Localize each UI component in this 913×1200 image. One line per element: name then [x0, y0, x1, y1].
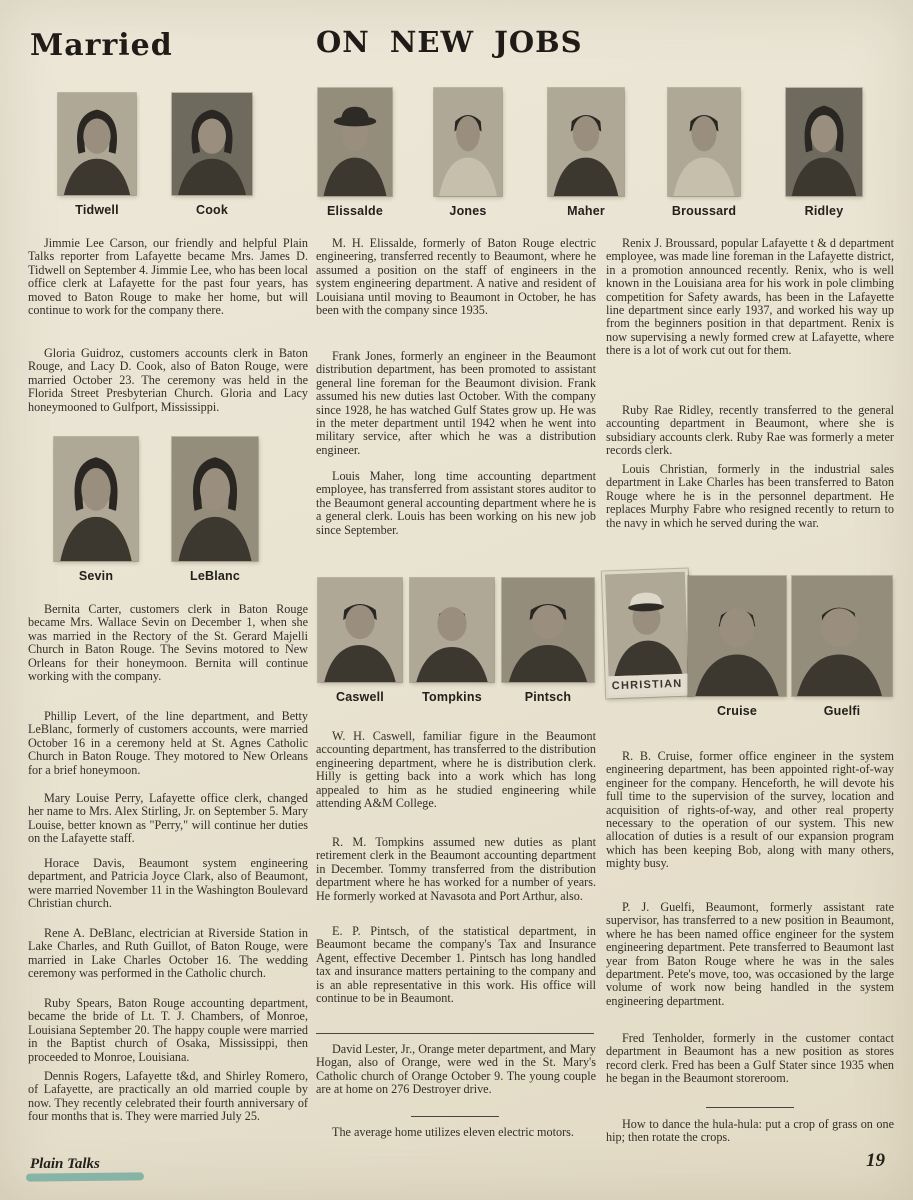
on-new-jobs-heading: ON NEW JOBS	[316, 25, 583, 59]
married-heading: Married	[30, 28, 173, 63]
jobs-middle-column	[316, 0, 596, 1200]
photo-label-broussard: Broussard	[671, 204, 737, 218]
photo-label-guelfi: Guelfi	[823, 704, 861, 718]
divider-rule-middle	[411, 1116, 499, 1117]
photo-label-ridley: Ridley	[804, 204, 844, 218]
photo-label-leblanc: LeBlanc	[189, 569, 241, 583]
photo-label-tompkins: Tompkins	[422, 690, 482, 704]
photo-label-cook: Cook	[195, 203, 229, 217]
paragraph-elissalde: M. H. Elissalde, formerly of Baton Rouge electric engineering, transferred recently to Beaumont, where he assumed a position on the staff of engineers in the system engineering department. A native and resident of Louisiana until moving to Beaumont in October, he has been with the company since 1935.	[316, 236, 596, 318]
photo-label-sevin: Sevin	[78, 569, 114, 583]
photo-label-caswell: Caswell	[336, 690, 384, 704]
paragraph-tenholder: Fred Tenholder, formerly in the customer contact department in Beaumont has a new position as stores record clerk. Fred has been a Gulf Stater since 1935 when he began in the Beaumont storeroom.	[606, 1031, 894, 1086]
photo-label-maher: Maher	[567, 204, 605, 218]
paragraph-spears-chambers: Ruby Spears, Baton Rouge accounting department, became the bride of Lt. T. J. Chambers, of Monroe, Louisiana September 20. The happy couple were married in the Baptist church of Osaka, Mississippi, then proceeded to Monroe, Louisiana.	[28, 996, 308, 1064]
filler-hula-hula: How to dance the hula-hula: put a crop of grass on one hip; then rotate the crops.	[606, 1117, 894, 1145]
paragraph-maher: Louis Maher, long time accounting department employee, has transferred from assistant stores auditor to the Beaumont general accounting department where he is a general clerk. Louis has been working on his new job since September.	[316, 469, 596, 537]
paragraph-davis-clark: Horace Davis, Beaumont system engineering department, and Patricia Joyce Clark, also of Beaumont, were married November 11 in the Washington Boulevard Christian church.	[28, 856, 308, 911]
paragraph-jones: Frank Jones, formerly an engineer in the Beaumont distribution department, has been promoted to assistant general line foreman for the Beaumont division. Frank assumed his new duties last October. With the company since 1928, he has watched Gulf States grow up. He was in the meter department until 1942 when he went into military service, after which he was a distribution engineer.	[316, 349, 596, 457]
paragraph-levert-leblanc: Phillip Levert, of the line department, and Betty LeBlanc, formerly of customers accounts, were married October 16 in a ceremony held at St. Agnes Catholic Church in Baton Rouge. They motored to New Orleans for a brief honeymoon.	[28, 709, 308, 777]
paragraph-lester-hogan: David Lester, Jr., Orange meter department, and Mary Hogan, also of Orange, were wed in the St. Mary's Catholic church of Orange October 9. The young couple are at home on 276 Destroyer drive.	[316, 1042, 596, 1097]
paragraph-perry-stirling: Mary Louise Perry, Lafayette office clerk, changed her name to Mrs. Alex Stirling, Jr. on September 5. Mary Louise, better known as "Perry," will continue her duties on the Lafayette staff.	[28, 791, 308, 846]
married-column	[28, 0, 308, 1200]
paragraph-carson-tidwell: Jimmie Lee Carson, our friendly and helpful Plain Talks reporter from Lafayette became Mrs. James D. Tidwell on September 4. Jimmie Lee, who has been local office clerk at Lafayette for the past four years, has moved to Baton Rouge to make her home, but will continue to work for the company there.	[28, 236, 308, 318]
paragraph-deblanc-guillot: Rene A. DeBlanc, electrician at Riverside Station in Lake Charles, and Ruth Guillot, of Baton Rouge, were married in Lake Charles October 16. The wedding ceremony was performed in the Catholic church.	[28, 926, 308, 981]
paragraph-caswell: W. H. Caswell, familiar figure in the Beaumont accounting department, has transferred to the distribution engineering department, where he is distribution clerk. Hilly is getting back into a work which has long appealed to him as he studied engineering while attending A&M College.	[316, 729, 596, 811]
paragraph-tompkins: R. M. Tompkins assumed new duties as plant retirement clerk in the Beaumont accounting department in December. Tommy transferred from the distribution department where he has worked for a number of years. He formerly worked at Navasota and Port Arthur, also.	[316, 835, 596, 903]
paragraph-guelfi: P. J. Guelfi, Beaumont, formerly assistant rate supervisor, has transferred to a new position in Beaumont, where he has been named office engineer for the system engineering department. Pete transferred to Beaumont last year from Baton Rouge where he was in the sales department. Pete's move, too, was occasioned by the large volume of work now being handled in the system engineering department.	[606, 900, 894, 1008]
paragraph-rogers-romero: Dennis Rogers, Lafayette t&d, and Shirley Romero, of Lafayette, are practically an old married couple by now. They recently celebrated their fourth anniversary of four months that is. They were married July 25.	[28, 1069, 308, 1124]
divider-rule-right	[706, 1107, 794, 1108]
photo-label-cruise: Cruise	[716, 704, 758, 718]
photo-label-tidwell: Tidwell	[75, 203, 119, 217]
photo-label-pintsch: Pintsch	[524, 690, 572, 704]
divider-rule-full	[316, 1033, 594, 1034]
teal-smudge-mark	[26, 1172, 144, 1181]
paragraph-carter-sevin: Bernita Carter, customers clerk in Baton Rouge became Mrs. Wallace Sevin on December 1, when she was married in the Rectory of the St. Gerard Majelli Church in Baton Rouge. The Sevins motored to New Orleans for their honeymoon. Bernita will continue working with the company.	[28, 602, 308, 684]
paragraph-christian: Louis Christian, formerly in the industrial sales department in Lake Charles has been transferred to Baton Rouge where he is in the personnel department. He replaces Murphy Fabre who resigned recently to return to the navy in which he served during the war.	[606, 462, 894, 530]
paragraph-cruise: R. B. Cruise, former office engineer in the system engineering department, has been appointed right-of-way engineer for the company. Henceforth, he will devote his full time to the supervision of the survey, location and acquisition of rights-of-way, and other real property necessary to the operation of our system. This new allocation of duties is a result of our expansion program which has been keeping Bob, along with many others, mighty busy.	[606, 749, 894, 871]
paragraph-pintsch: E. P. Pintsch, of the statistical department, in Beaumont became the company's Tax and Insurance Agent, effective December 1. Pintsch has long handled tax and insurance matters pertaining to the company and is an able representative in this work. His office will continue to be in Beaumont.	[316, 924, 596, 1006]
paragraph-guidroz-cook: Gloria Guidroz, customers accounts clerk in Baton Rouge, and Lacy D. Cook, also of Baton Rouge, were married October 23. The ceremony was held in the Florida Street Presbyterian Church. Gloria and Lacy honeymooned to Gulfport, Mississippi.	[28, 346, 308, 414]
filler-electric-motors: The average home utilizes eleven electric motors.	[332, 1125, 574, 1139]
paragraph-broussard: Renix J. Broussard, popular Lafayette t & d department employee, was made line foreman in the Lafayette district, in a promotion announced recently. Renix, who is well known in the Louisiana area for his work in pole climbing competition for Safety awards, has been in the Lafayette line department since early 1937, and worked his way up from the beginners position in that department. Renix is now supervising a newly formed crew at Lafayette, where there is a lot of work cut out for them.	[606, 236, 894, 358]
photo-label-jones: Jones	[449, 204, 487, 218]
paragraph-ridley: Ruby Rae Ridley, recently transferred to the general accounting department in Beaumont, where she is subsidiary accounts clerk. Ruby Rae was formerly a meter records clerk.	[606, 403, 894, 458]
photo-label-elissalde: Elissalde	[327, 204, 383, 218]
photo-caption-christian: CHRISTIAN	[608, 674, 689, 696]
footer-magazine-title: Plain Talks	[30, 1156, 100, 1172]
footer-page-number: 19	[866, 1150, 885, 1171]
jobs-right-column	[606, 0, 894, 1200]
